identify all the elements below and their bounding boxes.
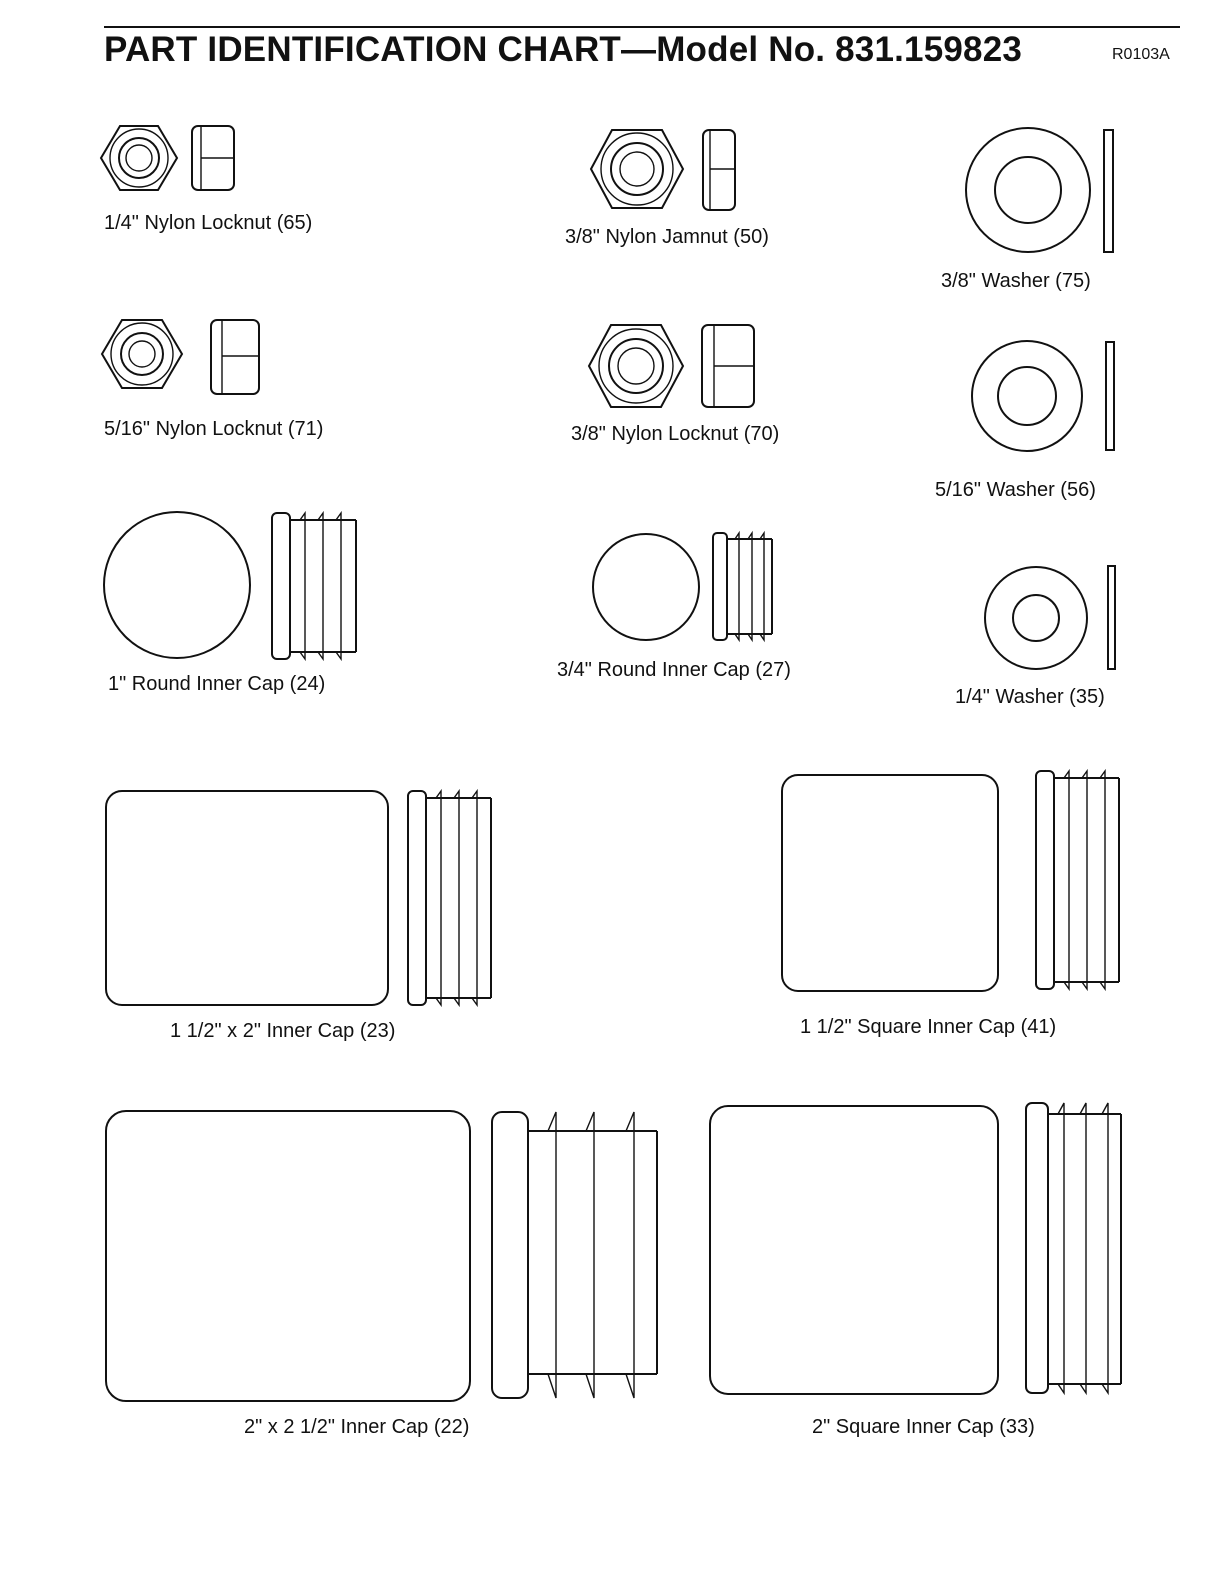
label-locknut-38: 3/8" Nylon Locknut (70) <box>571 423 780 445</box>
rect-cap-2x25-drawing <box>106 1111 657 1401</box>
label-round-cap-1: 1" Round Inner Cap (24) <box>108 673 326 695</box>
round-cap-1-drawing <box>104 512 356 659</box>
jamnut-38-drawing <box>591 130 735 210</box>
label-washer-516: 5/16" Washer (56) <box>935 479 1096 501</box>
washer-14-drawing <box>985 566 1115 669</box>
label-square-cap-15: 1 1/2" Square Inner Cap (41) <box>800 1016 1057 1038</box>
square-cap-2-drawing <box>710 1103 1121 1394</box>
revision-code: R0103A <box>1112 46 1170 63</box>
locknut-38-drawing <box>589 325 754 407</box>
label-round-cap-34: 3/4" Round Inner Cap (27) <box>557 659 791 681</box>
label-locknut-516: 5/16" Nylon Locknut (71) <box>104 418 324 440</box>
square-cap-15-drawing <box>782 771 1119 991</box>
washer-38-drawing <box>966 128 1113 252</box>
locknut-14-drawing <box>101 126 234 190</box>
label-rect-cap-2x25: 2" x 2 1/2" Inner Cap (22) <box>244 1416 470 1438</box>
round-cap-34-drawing <box>593 533 772 640</box>
label-locknut-14: 1/4" Nylon Locknut (65) <box>104 212 313 234</box>
label-washer-38: 3/8" Washer (75) <box>941 270 1091 292</box>
label-rect-cap-15x2: 1 1/2" x 2" Inner Cap (23) <box>170 1020 396 1042</box>
rect-cap-15x2-drawing <box>106 791 491 1005</box>
page-title: PART IDENTIFICATION CHART—Model No. 831.159823 <box>104 30 1023 69</box>
washer-516-drawing <box>972 341 1114 451</box>
label-washer-14: 1/4" Washer (35) <box>955 686 1105 708</box>
locknut-516-drawing <box>102 320 259 394</box>
label-jamnut-38: 3/8" Nylon Jamnut (50) <box>565 226 769 248</box>
label-square-cap-2: 2" Square Inner Cap (33) <box>812 1416 1035 1438</box>
